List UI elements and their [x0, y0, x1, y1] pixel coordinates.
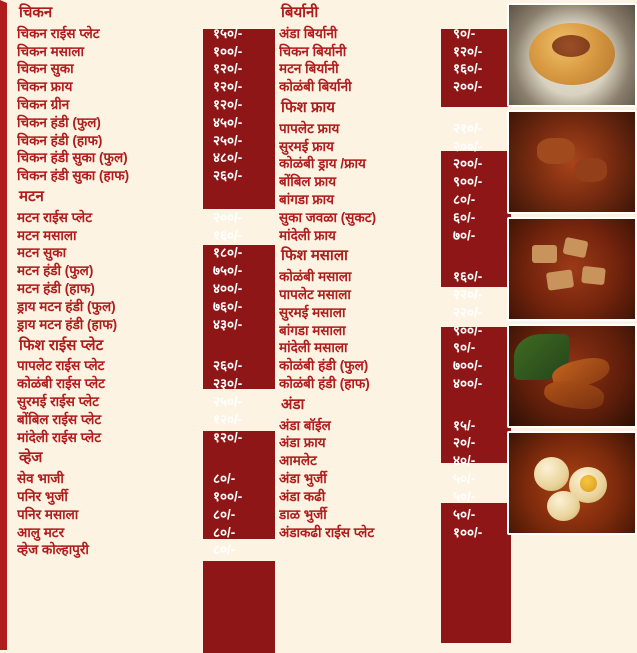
item-name: कोळंबी मसाला — [279, 269, 352, 285]
photo-column — [507, 3, 637, 538]
item-name: बांगडा फ्राय — [279, 192, 335, 207]
section-fish-fry — [279, 98, 511, 244]
item-price: १००/- — [453, 524, 483, 540]
menu-item[interactable] — [17, 411, 275, 429]
item-name: आलु मटर — [17, 524, 65, 540]
item-list — [279, 268, 511, 393]
menu-item[interactable] — [17, 524, 275, 542]
item-list — [279, 417, 511, 542]
item-price: ९०/- — [453, 340, 476, 356]
item-price: २५०/- — [213, 393, 243, 409]
item-name: सुरमई मसाला — [279, 304, 346, 320]
item-price: १२०/- — [213, 61, 243, 77]
item-name: चिकन हंडी (फुल) — [17, 114, 101, 130]
section-title: मटन — [19, 188, 44, 206]
left-menu-column — [17, 3, 275, 561]
item-name: सुरमई राईस प्लेट — [17, 393, 99, 409]
item-name: कोळंबी हंडी (फुल) — [279, 358, 369, 374]
item-list — [17, 25, 275, 185]
menu-item[interactable] — [279, 452, 511, 470]
item-price: २२०/- — [453, 304, 483, 320]
item-price: ४३०/- — [213, 316, 243, 332]
item-price: २००/- — [453, 79, 483, 95]
item-price: ५०/- — [453, 506, 476, 522]
menu-item[interactable] — [279, 209, 511, 227]
menu-item[interactable] — [279, 357, 511, 375]
item-name: चिकन फ्राय — [17, 79, 73, 95]
item-price: ७००/- — [453, 358, 483, 374]
item-price: २००/- — [453, 156, 483, 172]
item-price: १२०/- — [213, 97, 243, 112]
item-name: ड्राय मटन हंडी (हाफ) — [17, 316, 118, 332]
biryani-plate-photo — [507, 3, 637, 107]
section-title: व्हेज — [19, 449, 43, 467]
item-name: मटन बिर्यानी — [279, 61, 339, 77]
menu-item[interactable] — [279, 286, 511, 304]
section-title: अंडा — [281, 395, 305, 413]
item-price: ८०/- — [213, 506, 236, 522]
item-price: १५/- — [453, 417, 476, 433]
item-name: अंडा भुर्जी — [279, 471, 327, 487]
menu-item[interactable] — [17, 132, 275, 150]
item-price: २००/- — [453, 138, 483, 154]
section-fish-rice-plate — [17, 336, 275, 447]
item-price: १८०/- — [213, 245, 243, 261]
item-name: कोळंबी हंडी (हाफ) — [279, 376, 370, 392]
item-list — [279, 25, 511, 96]
item-name: मांदेली मसाला — [279, 340, 348, 356]
item-list — [17, 209, 275, 334]
item-name: बोंबिल राईस प्लेट — [17, 411, 102, 427]
item-name: अंडा फ्राय — [279, 435, 326, 451]
item-price: ६०/- — [453, 209, 476, 225]
item-price: १००/- — [213, 488, 243, 504]
item-price: ९०/- — [453, 25, 476, 41]
item-name: सेव भाजी — [17, 471, 64, 487]
item-price: १६०/- — [453, 269, 483, 285]
menu-item[interactable] — [279, 78, 511, 96]
item-price: ५०/- — [453, 488, 476, 504]
item-name: व्हेज कोल्हापुरी — [17, 542, 89, 558]
menu-item[interactable] — [279, 488, 511, 506]
menu-item[interactable] — [279, 138, 511, 156]
item-name: सुरमई फ्राय — [279, 138, 334, 154]
menu-item[interactable] — [17, 78, 275, 96]
item-price: १२०/- — [213, 429, 243, 445]
menu-item[interactable] — [279, 470, 511, 488]
menu-item[interactable] — [279, 25, 511, 43]
item-name: मटन हंडी (हाफ) — [17, 281, 95, 297]
menu-item[interactable] — [17, 316, 275, 334]
menu-item[interactable] — [17, 506, 275, 524]
item-price: १२०/- — [213, 411, 243, 427]
item-price: २५०/- — [213, 132, 243, 148]
item-name: चिकन हंडी सुका (हाफ) — [17, 168, 130, 184]
item-price: ९००/- — [453, 322, 483, 338]
menu-item[interactable] — [279, 417, 511, 435]
item-price: ९००/- — [453, 174, 483, 190]
menu-item[interactable] — [17, 280, 275, 298]
item-price: ८०/- — [213, 471, 236, 487]
section-veg — [17, 448, 275, 559]
menu-item[interactable] — [17, 262, 275, 280]
section-fish-masala — [279, 246, 511, 392]
menu-item[interactable] — [17, 298, 275, 316]
item-name: बोंबिल फ्राय — [279, 174, 337, 190]
section-title: फिश मसाला — [281, 247, 348, 265]
item-name: मांदेली फ्राय — [279, 227, 336, 243]
menu-item[interactable] — [17, 429, 275, 447]
menu-item[interactable] — [279, 339, 511, 357]
item-price: ४०/- — [453, 453, 476, 469]
menu-item[interactable] — [279, 191, 511, 209]
item-name: पापलेट मसाला — [279, 287, 351, 302]
menu-item[interactable] — [17, 149, 275, 167]
section-biryani — [279, 3, 511, 96]
item-name: मांदेली राईस प्लेट — [17, 429, 102, 445]
item-price: १५०/- — [213, 25, 243, 41]
item-name: कोळंबी राईस प्लेट — [17, 376, 105, 392]
menu-item[interactable] — [17, 227, 275, 245]
menu-item[interactable] — [279, 524, 511, 542]
item-name: आमलेट — [279, 453, 317, 469]
menu-item[interactable] — [17, 488, 275, 506]
menu-item[interactable] — [279, 434, 511, 452]
item-name: कोळंबी बिर्यानी — [279, 79, 352, 95]
middle-menu-column — [279, 3, 511, 543]
item-price: ४८०/- — [213, 150, 243, 166]
item-list — [279, 120, 511, 245]
item-price: २३०/- — [213, 376, 243, 392]
menu-item[interactable] — [17, 43, 275, 61]
item-price: ७६०/- — [213, 298, 243, 314]
item-price: २०/- — [453, 435, 476, 451]
menu-item[interactable] — [279, 506, 511, 524]
item-price: ७०/- — [453, 227, 476, 243]
menu-item[interactable] — [17, 357, 275, 375]
item-price: २२०/- — [453, 287, 483, 302]
item-price: ५०/- — [453, 471, 476, 487]
item-name: पनिर मसाला — [17, 506, 79, 522]
item-price: ४५०/- — [213, 114, 243, 130]
item-name: चिकन ग्रीन — [17, 97, 70, 112]
item-name: अंडाकढी राईस प्लेट — [279, 524, 375, 540]
menu-item[interactable] — [17, 541, 275, 559]
menu-item[interactable] — [17, 393, 275, 411]
item-price: २१०/- — [453, 120, 483, 136]
item-name: चिकन हंडी सुका (फुल) — [17, 150, 128, 166]
item-list — [17, 357, 275, 446]
menu-item[interactable] — [279, 227, 511, 245]
item-name: सुका जवळा (सुकट) — [279, 209, 377, 225]
menu-item[interactable] — [279, 60, 511, 78]
item-price: ७५०/- — [213, 263, 243, 279]
menu-item[interactable] — [279, 155, 511, 173]
item-price: ४००/- — [453, 376, 483, 392]
menu-item[interactable] — [17, 96, 275, 114]
menu-item[interactable] — [17, 114, 275, 132]
section-title: चिकन — [19, 4, 53, 21]
menu-item[interactable] — [17, 375, 275, 393]
item-name: चिकन हंडी (हाफ) — [17, 132, 103, 148]
item-name: चिकन बिर्यानी — [279, 43, 347, 59]
item-name: चिकन सुका — [17, 61, 74, 77]
item-name: चिकन मसाला — [17, 43, 85, 59]
item-name: मटन राईस प्लेट — [17, 209, 93, 225]
menu-item[interactable] — [17, 470, 275, 488]
item-price: २६०/- — [213, 358, 243, 374]
item-name: डाळ भुर्जी — [279, 506, 327, 522]
menu-item[interactable] — [279, 375, 511, 393]
chicken-curry-photo — [507, 110, 637, 214]
menu-item[interactable] — [17, 25, 275, 43]
item-name: पापलेट फ्राय — [279, 120, 340, 136]
menu-item[interactable] — [17, 167, 275, 185]
menu-item[interactable] — [17, 209, 275, 227]
menu-item[interactable] — [17, 244, 275, 262]
item-name: अंडा बॉईल — [279, 417, 331, 433]
egg-curry-photo — [507, 431, 637, 535]
menu-item[interactable] — [17, 60, 275, 78]
item-price: १६०/- — [453, 61, 483, 77]
item-name: अंडा बिर्यानी — [279, 25, 338, 41]
item-name: बांगडा मसाला — [279, 322, 346, 338]
item-price: ८०/- — [213, 524, 236, 540]
item-name: मटन सुका — [17, 245, 67, 261]
section-egg — [279, 395, 511, 541]
item-price: १२०/- — [453, 43, 483, 59]
section-title: फिश फ्राय — [281, 99, 335, 116]
item-name: चिकन राईस प्लेट — [17, 25, 100, 41]
item-price: १२०/- — [213, 79, 243, 95]
item-price: २००/- — [213, 209, 243, 225]
menu-item[interactable] — [279, 120, 511, 138]
item-list — [17, 470, 275, 559]
item-name: ड्राय मटन हंडी (फुल) — [17, 298, 116, 314]
section-chicken — [17, 3, 275, 185]
item-price: २६०/- — [213, 168, 243, 184]
item-name: कोळंबी ड्राय /फ्राय — [279, 156, 366, 172]
section-title: बिर्यानी — [281, 4, 319, 21]
item-name: पनिर भुर्जी — [17, 488, 68, 504]
menu-item[interactable] — [279, 43, 511, 61]
item-price: १६०/- — [213, 227, 243, 243]
item-price: ८०/- — [453, 192, 476, 207]
section-mutton — [17, 187, 275, 333]
item-price: ८०/- — [213, 542, 236, 558]
item-name: मटन हंडी (फुल) — [17, 263, 94, 279]
price-band — [203, 561, 275, 653]
item-price: १००/- — [213, 43, 243, 59]
section-title: फिश राईस प्लेट — [19, 336, 104, 354]
item-price: ४००/- — [213, 281, 243, 297]
tandoori-chicken-photo — [507, 324, 637, 428]
item-name: अंडा कढी — [279, 488, 326, 504]
menu-item[interactable] — [279, 304, 511, 322]
paneer-masala-photo — [507, 217, 637, 321]
menu-item[interactable] — [279, 173, 511, 191]
menu-item[interactable] — [279, 268, 511, 286]
menu-item[interactable] — [279, 322, 511, 340]
item-name: मटन मसाला — [17, 227, 77, 243]
item-name: पापलेट राईस प्लेट — [17, 358, 105, 374]
